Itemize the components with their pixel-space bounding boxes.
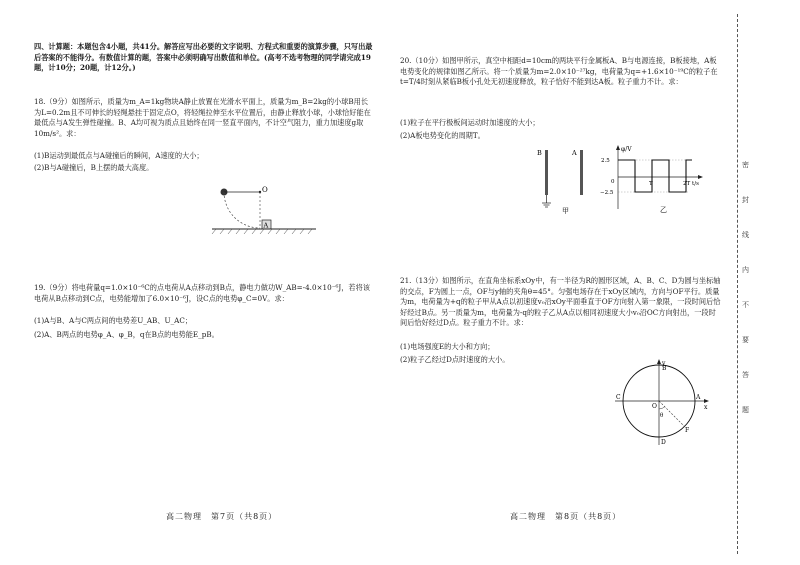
x-label: x	[704, 404, 708, 411]
q21-stem: 21.（13分）如图所示，在直角坐标系xOy中，有一半径为R的圆形区域，A、B、C、D为圆与坐标轴的交点，F为圆上一点，OF与y轴的夹角θ=45°。匀强电场存在于xOy区域内，方向与OF平行。质量为m，电荷量为+q的粒子甲从A点以初速度v₀沿xOy平面垂直于OF方向射入第一象限，一段时间后恰好经过B点。另一质量为m，电荷量为-q的粒子乙从A点以相同初速度大小v₀沿OC方向射出，一段时间后恰好经过D点。粒子重力不计。求：	[400, 276, 721, 328]
square-wave	[618, 160, 692, 192]
left-page	[34, 0, 374, 565]
label-o: O	[262, 186, 268, 194]
page-footer-7: 高二物理 第7页（共8页）	[166, 512, 278, 521]
plate-a	[580, 150, 583, 195]
point-a-label: A	[696, 394, 701, 401]
q21-part1: (1)电场强度E的大小和方向；	[400, 342, 495, 351]
tick-bottom: −2.5	[600, 190, 614, 196]
arc-path	[224, 192, 260, 228]
y-axis-label: φ/V	[621, 146, 632, 153]
tick-zero: 0	[611, 179, 615, 185]
seal-char-2: 封	[742, 196, 749, 204]
point-b-label: B	[662, 365, 667, 372]
right-page	[400, 0, 722, 565]
point-f-label: F	[685, 427, 690, 434]
plate-b-label: B	[537, 149, 542, 157]
label-a: A	[263, 221, 269, 230]
q21-figure	[612, 357, 712, 449]
page-footer-8: 高二物理 第8页（共8页）	[510, 512, 622, 521]
seal-char-5: 不	[742, 301, 749, 309]
q20-figure-jia	[536, 145, 596, 215]
tick-top: 2.5	[601, 158, 610, 164]
q20-part1: (1)粒子在平行极板间运动时加速度的大小；	[400, 118, 540, 127]
seal-char-8: 题	[742, 406, 749, 414]
origin-label: O	[652, 403, 657, 410]
q20-figure-yi	[600, 143, 710, 215]
seal-char-6: 要	[742, 336, 749, 344]
section-heading: 四、计算题：本题包含4小题，共41分。解答应写出必要的文字说明、方程式和重要的演算步骤，只写出最后答案的不能得分。有数值计算的题，答案中必须明确写出数值和单位。(高考不选考物理的同学请完成19题，计10分；20题，计12分。)	[34, 42, 373, 73]
ground-hatch	[212, 229, 312, 234]
q18-part2: (2)B与A碰撞后，B上摆的最大高度。	[34, 163, 154, 172]
seal-char-3: 线	[742, 231, 749, 239]
seal-char-7: 答	[742, 371, 749, 379]
q20-stem: 20.（10分）如图甲所示，真空中相距d=10cm的两块平行金属板A、B与电源连接，B板接地，A板电势变化的规律如图乙所示。将一个质量为m=2.0×10⁻²⁷kg，电荷量为q=+1.6×10⁻¹⁹C的粒子在t=T/4时刻从紧临B板小孔处无初速度释放，粒子恰好不能到达A板。粒子重力不计。求：	[400, 56, 718, 87]
theta-arc	[659, 407, 665, 409]
q18-figure	[210, 184, 320, 244]
y-label: y	[662, 360, 666, 367]
q18-part1: (1)B运动到最低点与A碰撞后的瞬间，A速度的大小；	[34, 151, 204, 160]
q21-part2: (2)粒子乙经过D点时速度的大小。	[400, 355, 510, 364]
t-axis-label: t/s	[692, 181, 699, 187]
plate-a-label: A	[572, 149, 577, 157]
theta-label: θ	[660, 413, 664, 419]
seal-char-1: 密	[742, 161, 749, 169]
tick-T: T	[649, 181, 653, 187]
q19-part1: (1)A与B、A与C两点间的电势差U_AB、U_AC；	[34, 316, 193, 325]
q20-part2: (2)A板电势变化的周期T。	[400, 131, 485, 140]
seal-dashed-line	[737, 14, 738, 554]
q19-part2: (2)A、B两点的电势φ_A、φ_B，q在B点的电势能E_pB。	[34, 330, 219, 339]
label-yi: 乙	[660, 206, 667, 214]
q18-stem: 18.（9分）如图所示，质量为m_A=1kg物块A静止放置在光滑水平面上，质量为m_B=2kg的小球B用长为L=0.2m且不可伸长的轻绳悬挂于固定点O，将轻绳拉伸至水平位置后，由静止释放小球，小球恰好能在最低点与A发生弹性碰撞。B、A均可视为质点且始终在同一竖直平面内，不计空气阻力，重力加速度g取10m/s²。求：	[34, 97, 371, 138]
plate-b	[545, 150, 548, 195]
q19-stem: 19.（9分）将电荷量q=1.0×10⁻⁶C的点电荷从A点移动到B点，静电力做功W_AB=-4.0×10⁻⁶J，若将该电荷从B点移动到C点，电势能增加了6.0×10⁻⁶J，设C点的电势φ_C=0V。求：	[34, 283, 370, 303]
label-jia: 甲	[562, 207, 569, 215]
point-d-label: D	[661, 439, 666, 446]
seal-char-4: 内	[742, 266, 749, 274]
tick-2T: 2T	[683, 181, 691, 187]
point-c-label: C	[616, 394, 621, 401]
